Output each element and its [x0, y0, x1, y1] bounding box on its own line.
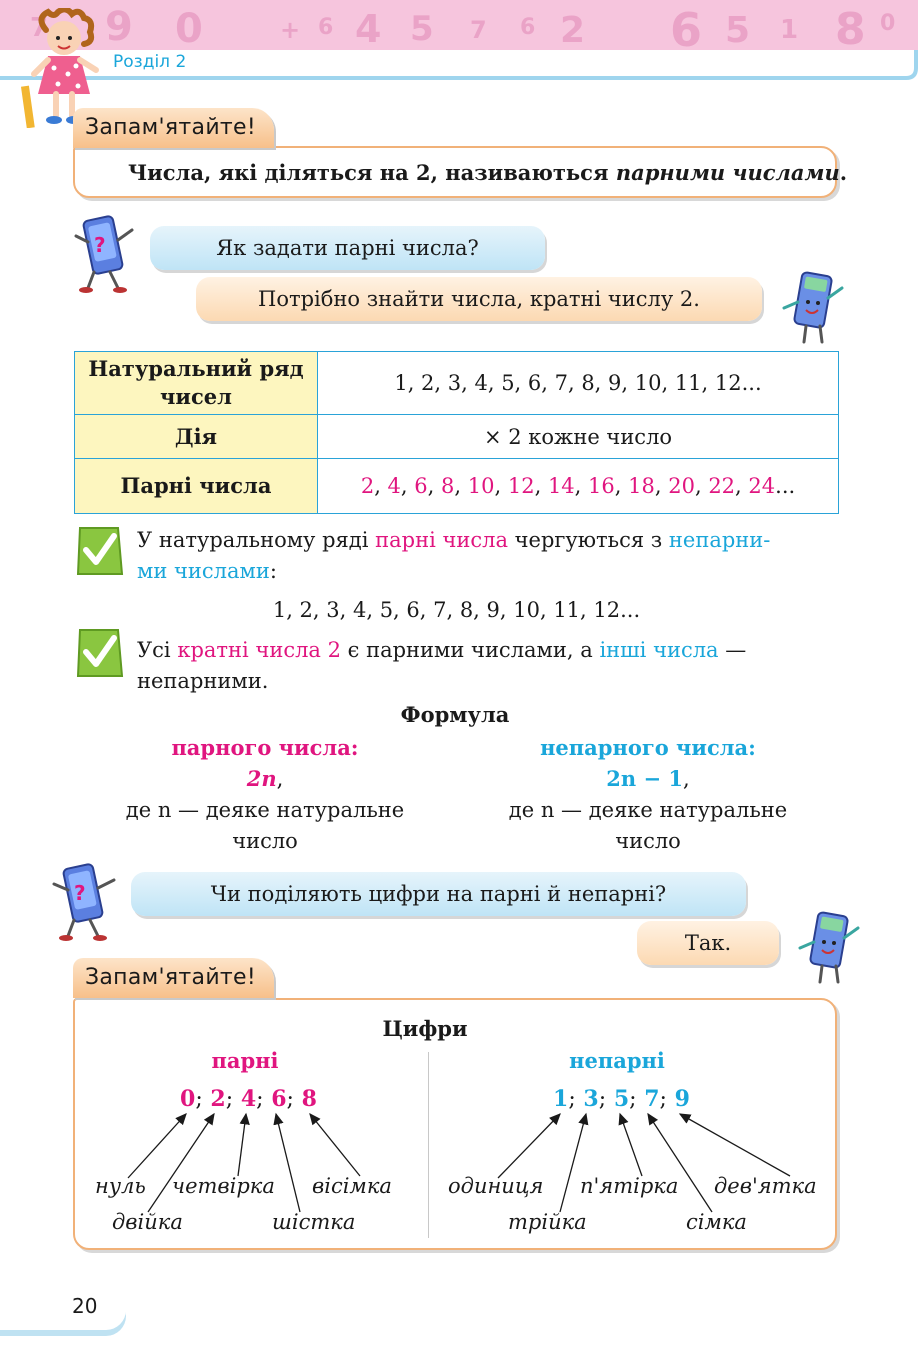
deco-glyph: +: [280, 16, 301, 44]
even-number: 14: [547, 474, 575, 498]
digit-word: нуль: [95, 1174, 146, 1198]
deco-glyph: 6: [520, 15, 536, 40]
rule-plain: Числа, які діляться на 2, називаються: [128, 160, 616, 185]
formula-odd-label: непарного числа:: [540, 735, 756, 760]
table-header-cell: Натуральний ряд чисел: [75, 352, 318, 415]
note-text: чергуються з: [507, 528, 669, 552]
phone-character-icon: [50, 860, 122, 942]
formula-even: [80, 732, 450, 857]
answer-bubble-1: Потрібно знайти числа, кратні числу 2.: [196, 277, 762, 321]
note-multiples: [137, 635, 842, 697]
digit-word: одиниця: [448, 1174, 544, 1198]
formula-even-label: парного числа:: [171, 735, 359, 760]
digit-word: сімка: [686, 1210, 747, 1234]
even-number: 18: [628, 474, 655, 498]
even-number: 16: [588, 474, 615, 498]
deco-glyph: 2: [560, 10, 586, 50]
svg-text:?: ?: [94, 233, 106, 257]
formula-odd-desc: де n — деяке натуральне: [508, 798, 788, 822]
digit-word: п'ятірка: [580, 1174, 679, 1198]
deco-glyph: 9: [105, 4, 133, 50]
deco-glyph: 8: [835, 4, 866, 50]
formula-punct: ,: [683, 767, 690, 791]
even-digit: 8: [301, 1086, 317, 1112]
note-text: непарними.: [137, 669, 269, 693]
odd-digit: 1: [553, 1086, 569, 1112]
digit-word: двійка: [112, 1210, 183, 1234]
deco-glyph: 5: [725, 10, 751, 50]
question-bubble-1: Як задати парні числа?: [150, 226, 545, 270]
digit-word: трійка: [508, 1210, 587, 1234]
even-number: 8: [441, 474, 455, 498]
answer-bubble-2: Так.: [637, 921, 779, 965]
svg-text:?: ?: [74, 881, 86, 905]
remember-tab-1: Запам'ятайте!: [73, 108, 274, 148]
digit-word: четвірка: [172, 1174, 275, 1198]
odd-highlight: інші числа: [599, 638, 719, 662]
table-value-cell: 1, 2, 3, 4, 5, 6, 7, 8, 9, 10, 11, 12...: [318, 352, 839, 415]
rule-end: .: [839, 160, 848, 185]
column-divider: [428, 1052, 429, 1238]
odd-digit: 9: [674, 1086, 690, 1112]
page-number: 20: [72, 1294, 98, 1318]
even-digits: 0; 2; 4; 6; 8: [180, 1086, 317, 1112]
formula-even-desc: число: [232, 829, 298, 853]
deco-glyph: 1: [780, 15, 799, 45]
section-label: Розділ 2: [113, 52, 187, 72]
phone-character-icon: [796, 908, 866, 988]
even-digit: 0: [180, 1086, 196, 1112]
phone-character-icon: [782, 268, 848, 348]
rule-italic: парними числами: [615, 160, 840, 185]
natural-sequence: 1, 2, 3, 4, 5, 6, 7, 8, 9, 10, 11, 12...: [272, 598, 641, 622]
deco-glyph: 6: [670, 3, 703, 50]
digit-word: шістка: [272, 1210, 356, 1234]
formula-odd: [463, 732, 833, 857]
deco-glyph: 0: [175, 6, 203, 50]
table-row: [75, 459, 839, 514]
odd-digit: 7: [644, 1086, 660, 1112]
digit-word: дев'ятка: [714, 1174, 817, 1198]
sequence-tail: ...: [775, 474, 796, 498]
header-decoration: [0, 0, 918, 50]
odd-digits: 1; 3; 5; 7; 9: [553, 1086, 690, 1112]
digits-title: Цифри: [382, 1016, 468, 1041]
odd-highlight: непарни-: [668, 528, 771, 552]
formula-odd-desc: число: [615, 829, 681, 853]
even-highlight: парні числа: [375, 528, 508, 552]
checkmark-icon: [74, 524, 124, 578]
even-number: 24: [748, 474, 776, 498]
question-bubble-2: Чи поділяють цифри на парні й непарні?: [131, 872, 746, 916]
even-number: 4: [387, 474, 401, 498]
note-text: є парними числами, а: [340, 638, 600, 662]
deco-glyph: 5: [410, 9, 434, 49]
even-number: 6: [414, 474, 428, 498]
even-digit: 2: [210, 1086, 226, 1112]
odd-digits-label: непарні: [569, 1048, 665, 1073]
even-number: 10: [467, 474, 495, 498]
deco-glyph: 6: [318, 15, 334, 40]
table-row: [75, 415, 839, 459]
digit-word: вісімка: [312, 1174, 392, 1198]
formula-odd-expr: 2n − 1: [606, 766, 684, 791]
formula-title: Формула: [400, 702, 510, 727]
note-text: :: [269, 559, 277, 583]
even-highlight: кратні числа 2: [177, 638, 341, 662]
table-header-cell: Дія: [75, 415, 318, 459]
table-value-cell: 2, 4, 6, 8, 10, 12, 14, 16, 18, 20, 22, 24...: [318, 459, 839, 514]
even-number: 2: [360, 474, 375, 498]
note-alternation: [137, 525, 842, 587]
note-text: —: [718, 638, 747, 662]
formula-even-desc: де n — деяке натуральне: [125, 798, 405, 822]
deco-glyph: 7: [470, 16, 487, 44]
checkmark-icon: [74, 626, 124, 680]
even-digit: 6: [271, 1086, 287, 1112]
odd-highlight: ми числами: [137, 559, 270, 583]
deco-glyph: 4: [355, 7, 382, 50]
deco-glyph: 0: [880, 11, 896, 36]
table-value-cell: × 2 кожне число: [318, 415, 839, 459]
even-numbers-table: [74, 351, 839, 514]
formula-even-expr: 2n: [246, 766, 277, 791]
even-number: 20: [668, 474, 695, 498]
note-text: У натуральному ряді: [137, 528, 376, 552]
odd-digit: 5: [613, 1086, 630, 1112]
phone-character-icon: [72, 212, 140, 294]
table-header-cell: Парні числа: [75, 459, 318, 514]
even-digits-label: парні: [211, 1048, 279, 1073]
even-number: 12: [507, 474, 535, 498]
even-number: 22: [708, 474, 736, 498]
note-text: Усі: [137, 638, 178, 662]
deco-glyph: 7: [30, 13, 49, 43]
formula-punct: ,: [276, 767, 284, 791]
page-number-tab: [0, 1290, 126, 1330]
rule-text-even: [128, 160, 847, 185]
remember-tab-2: Запам'ятайте!: [73, 958, 274, 998]
table-row: [75, 352, 839, 415]
odd-digit: 3: [583, 1086, 599, 1112]
even-digit: 4: [240, 1086, 257, 1112]
